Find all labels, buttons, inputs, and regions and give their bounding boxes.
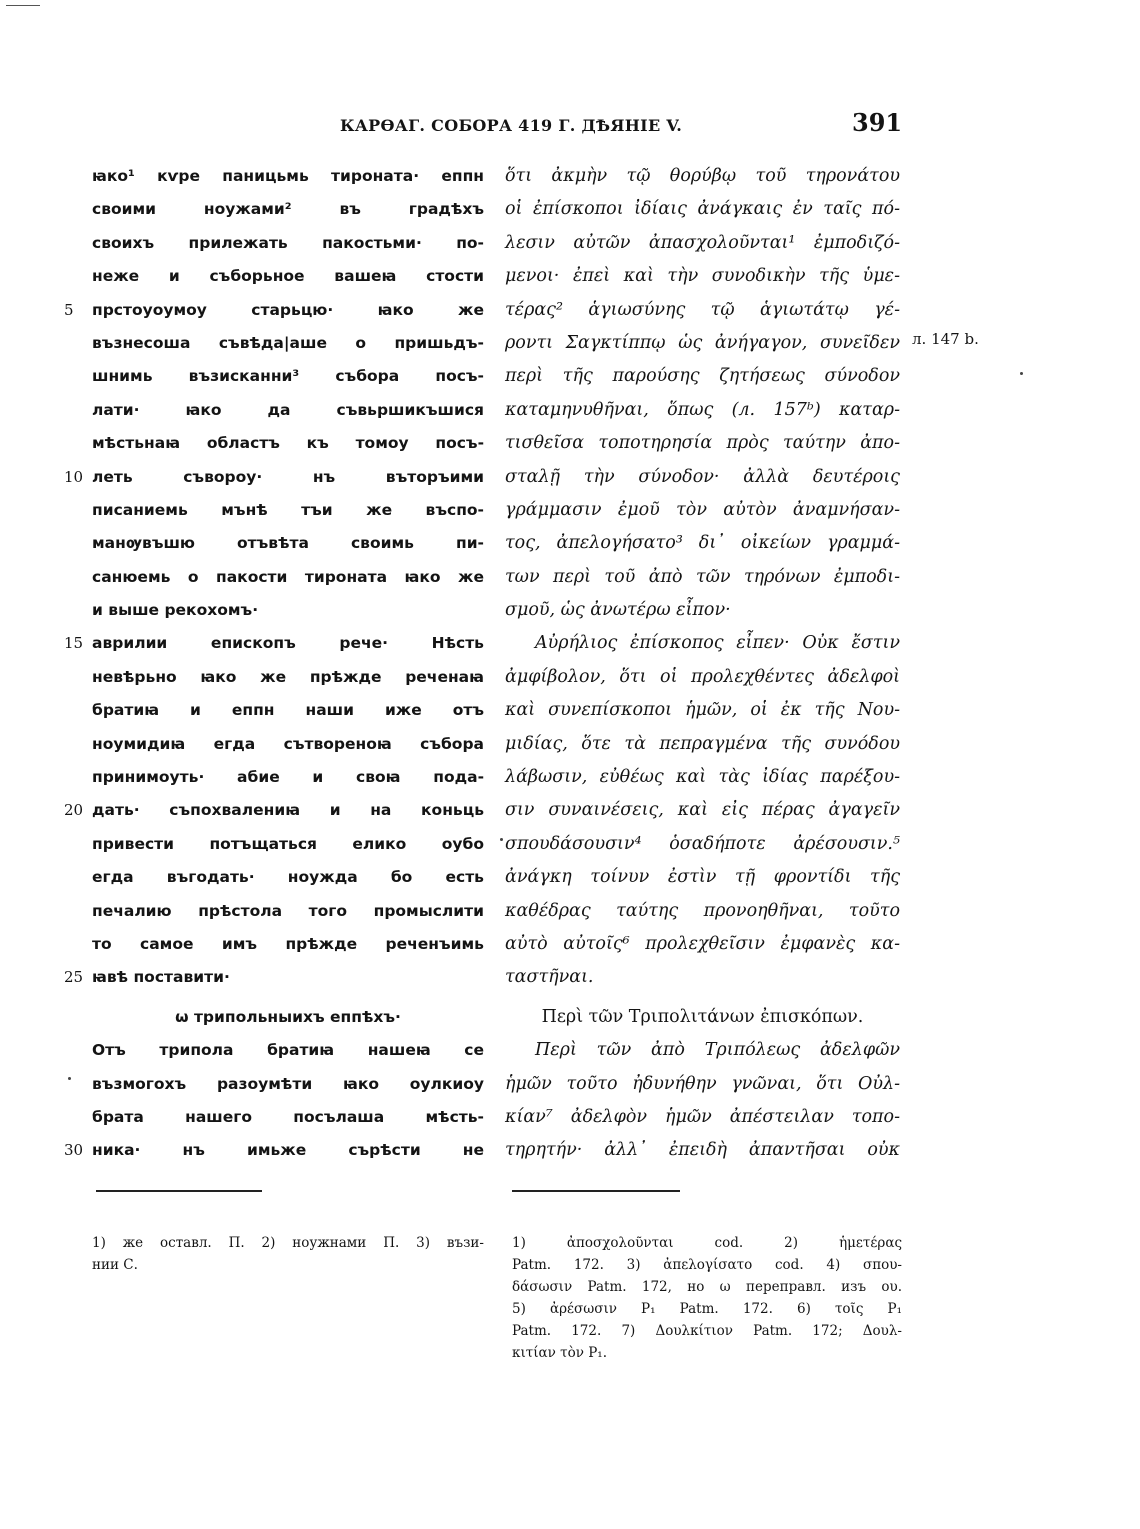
text-line <box>64 961 484 994</box>
text-line <box>64 661 484 694</box>
text-line: λεσιν αὐτῶν ἀπασχολοῦνται¹ ἐμποδιζό- <box>505 232 900 253</box>
scan-edge-mark <box>6 5 40 6</box>
line-text: ника· нъ имьже сърѣсти не <box>92 1141 484 1160</box>
text-line: ροντι Σαγκτίππῳ ὡς ἀνήγαγον, συνεῖδεν <box>505 332 900 353</box>
text-line: ὅτι ἀκμὴν τῷ θορύβῳ τοῦ τηρονάτου <box>505 166 900 186</box>
text-line: κίαν⁷ ἀδελφὸν ἡμῶν ἀπέστειλαν τοπο- <box>505 1106 900 1127</box>
text-line: ἀνάγκη τοίνυν ἐστὶν τῇ φροντίδι τῆς <box>505 867 900 888</box>
greek-column <box>505 160 900 1168</box>
slavonic-column <box>64 160 484 1168</box>
line-text: шнимь възисканни³ събора посъ- <box>92 367 484 386</box>
text-line: Αὐρήλιος ἐπίσκοπος εἶπεν· Οὐκ ἔστιν <box>535 633 900 654</box>
text-line <box>64 193 484 226</box>
text-line: τισθεῖσα τοποτηρησία πρὸς ταύτην ἀπο- <box>505 433 900 454</box>
text-line <box>64 461 484 494</box>
text-line: των περὶ τοῦ ἀπὸ τῶν τηρόνων ἐμποδι- <box>505 566 900 587</box>
margin-folio-reference: л. 147 b. <box>912 330 979 348</box>
text-line: ἡμῶν τοῦτο ἠδυνήθην γνῶναι, ὅτι Οὐλ- <box>505 1073 900 1094</box>
footnote-line: 5) ἀρέσωσιν P₁ Patm. 172. 6) τοῖς P₁ <box>512 1301 902 1317</box>
footnote-rule-right <box>512 1190 680 1192</box>
line-text: мѣстьнаꙗ областъ къ томоу посъ- <box>92 434 484 453</box>
text-line: σιν συναινέσεις, καὶ εἰς πέρας ἀγαγεῖν <box>505 800 900 821</box>
line-text: егда въгодать· ноужда бо есть <box>92 868 484 887</box>
line-text: ꙗко¹ кѵре паницьмь тироната· еппн <box>92 167 484 185</box>
line-text: невѣрьно ꙗко же прѣжде реченаꙗ <box>92 667 484 686</box>
footnote-line: Patm. 172. 7) Δουλκίτιον Patm. 172; Δουλ- <box>512 1323 902 1339</box>
text-line: λάβωσιν, εὐθέως καὶ τὰς ἰδίας παρέξου- <box>505 767 900 788</box>
text-line <box>64 627 484 660</box>
text-line <box>64 327 484 360</box>
text-line <box>64 294 484 327</box>
text-line <box>64 828 484 861</box>
text-line <box>64 1101 484 1134</box>
text-line: σπουδάσουσιν⁴ ὁσαδήποτε ἀρέσουσιν.⁵ <box>505 833 900 854</box>
text-line: περὶ τῆς παρούσης ζητήσεως σύνοδον <box>505 366 900 387</box>
footnote-line: 1) же оставл. П. 2) ноужнами П. 3) възи- <box>92 1235 484 1251</box>
footnotes-slavonic <box>92 1232 484 1276</box>
section-heading-slavonic: ѡ трипольныихъ еппѣхъ· <box>175 1007 401 1026</box>
line-text: писаниемь мънѣ тъи же въспо- <box>92 500 484 519</box>
line-text: неже и съборьное вашеꙗ стости <box>92 267 484 286</box>
footnote-line: Patm. 172. 3) ἀπελογίσατο cod. 4) σπου- <box>512 1257 902 1273</box>
text-line <box>64 1134 484 1167</box>
line-text: аврилии епископъ рече· Нѣсть <box>92 634 484 653</box>
footnote-line: δάσωσιν Patm. 172, но ω переправл. изъ ου. <box>512 1279 902 1295</box>
text-line <box>64 260 484 293</box>
text-line <box>64 728 484 761</box>
line-number: 25 <box>64 968 84 987</box>
text-line <box>64 794 484 827</box>
line-text: прстоуоумоу старьцю· ꙗко же <box>92 300 484 319</box>
line-text: лати· ꙗко да съвьршикъшися <box>92 400 484 419</box>
text-line <box>64 1034 484 1067</box>
section-heading-greek: Περὶ τῶν Τριπολιτάνων ἐπισκόπων. <box>541 1006 864 1027</box>
margin-mark <box>1020 372 1023 375</box>
line-number: 10 <box>64 467 84 486</box>
footnotes-greek <box>512 1232 902 1364</box>
running-header: КАРѲАГ. СОБОРА 419 Г. ДѢЯНІЕ V. <box>340 116 683 135</box>
line-text: принимоуть· абие и своꙗ пода- <box>92 768 484 787</box>
line-text: възмогохъ разоумѣти ꙗко оулкиоу <box>92 1074 484 1093</box>
footnote-rule-left <box>96 1190 262 1192</box>
text-line <box>64 594 484 627</box>
line-text: братиꙗ и еппн наши иже отъ <box>92 701 484 720</box>
text-line <box>64 761 484 794</box>
margin-mark <box>500 838 503 841</box>
text-line: μιδίας, ὅτε τὰ πεπραγμένα τῆς συνόδου <box>505 733 900 754</box>
text-line: οἱ ἐπίσκοποι ἰδίαις ἀνάγκαις ἐν ταῖς πό- <box>505 199 900 220</box>
line-text: своихъ прилежать пакостьми· по- <box>92 233 484 252</box>
text-line <box>64 394 484 427</box>
line-text: манѹвъшю отъвѣта своимь пи- <box>92 534 484 553</box>
text-line: μενοι· ἐπεὶ καὶ τὴν συνοδικὴν τῆς ὑμε- <box>505 266 900 287</box>
text-line: τος, ἀπελογήσατο³ δι᾽ οἰκείων γραμμά- <box>505 533 900 554</box>
text-line <box>64 160 484 193</box>
text-line <box>64 861 484 894</box>
footnote-line: 1) ἀποσχολοῦνται cod. 2) ἡμετέρας <box>512 1235 902 1251</box>
text-line: Περὶ τῶν ἀπὸ Τριπόλεως ἀδελφῶν <box>535 1040 900 1061</box>
text-line <box>64 527 484 560</box>
line-text: възнесоша съвѣда|аше о пришьдъ- <box>92 333 484 352</box>
text-line: σμοῦ, ὡς ἀνωτέρω εἶπον· <box>505 600 731 621</box>
text-line: ταστῆναι. <box>505 967 594 988</box>
line-text: привести потъщаться елико оубо <box>92 834 484 853</box>
line-number: 5 <box>64 300 74 319</box>
line-text: леть съвороу· нъ въторъими <box>92 467 484 486</box>
line-text: ноумидиꙗ егда сътвореноꙗ събора <box>92 734 484 753</box>
text-line: σταλῇ τὴν σύνοδον· ἀλλὰ δευτέροις <box>505 466 900 487</box>
text-line <box>64 1068 484 1101</box>
line-number: 15 <box>64 634 84 653</box>
text-line: τηρητήν· ἀλλ᾽ ἐπειδὴ ἀπαντῆσαι οὐκ <box>505 1140 900 1161</box>
line-number: 20 <box>64 801 84 820</box>
text-line: αὐτὸ αὐτοῖς⁶ προλεχθεῖσιν ἐμφανὲς κα- <box>505 933 900 954</box>
margin-mark <box>68 1077 71 1080</box>
line-text: санюемь о пакости тироната ꙗко же <box>92 567 484 586</box>
footnote-line: нии С. <box>92 1257 138 1273</box>
line-text: дать· съпохвалениꙗ и на коньць <box>92 801 484 820</box>
text-line: ἀμφίβολον, ὅτι οἱ προλεχθέντες ἀδελφοὶ <box>505 666 900 687</box>
line-text: печалию прѣстола того промыслити <box>92 901 484 920</box>
text-line: καὶ συνεπίσκοποι ἡμῶν, οἱ ἐκ τῆς Νου- <box>505 700 900 721</box>
line-text: и выше рекохомъ· <box>92 601 259 620</box>
text-line <box>64 427 484 460</box>
text-line <box>64 227 484 260</box>
footnote-line: κιτίαν τὸν P₁. <box>512 1345 607 1361</box>
text-line <box>64 895 484 928</box>
line-text: брата нашего посълаша мѣсть- <box>92 1107 484 1126</box>
page-number: 391 <box>852 108 903 137</box>
text-line <box>64 561 484 594</box>
line-text: Отъ трипола братиꙗ нашеꙗ се <box>92 1041 484 1060</box>
text-line <box>64 360 484 393</box>
text-line: τέρας² ἁγιωσύνης τῷ ἁγιωτάτῳ γέ- <box>505 299 900 320</box>
text-line <box>64 928 484 961</box>
text-line: καθέδρας ταύτης προνοηθῆναι, τοῦτο <box>505 900 900 921</box>
text-line <box>64 494 484 527</box>
line-number: 30 <box>64 1141 84 1160</box>
line-text: своими ноужами² въ градѣхъ <box>92 200 484 219</box>
text-line: καταμηνυθῆναι, ὅπως (л. 157ᵇ) καταρ- <box>505 399 900 420</box>
line-text: ꙗвѣ поставити· <box>92 968 230 987</box>
text-line: γράμμασιν ἐμοῦ τὸν αὐτὸν ἀναμνήσαν- <box>505 499 900 520</box>
line-text: то самое имъ прѣжде реченъимь <box>92 934 484 953</box>
text-line <box>64 694 484 727</box>
